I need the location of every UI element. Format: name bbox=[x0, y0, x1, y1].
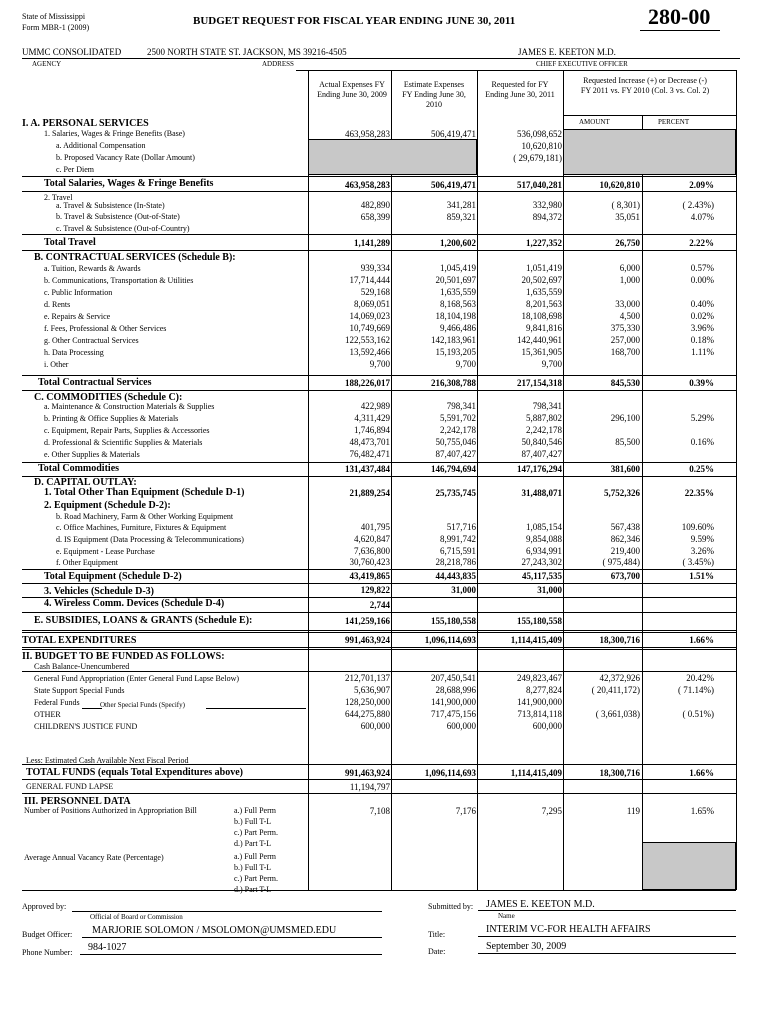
commodity-row-actual-2: 1,746,894 bbox=[354, 425, 390, 435]
contractual-row-actual-7: 13,592,466 bbox=[349, 347, 390, 357]
contractual-row-label-3: d. Rents bbox=[44, 300, 71, 309]
form-title: BUDGET REQUEST FOR FISCAL YEAR ENDING JUNE 30, 2011 bbox=[193, 15, 516, 27]
total-equipment-estimate: 44,443,835 bbox=[435, 571, 476, 581]
total-expenditures-percent: 1.66% bbox=[689, 635, 714, 645]
contractual-row-amount-7: 168,700 bbox=[610, 347, 640, 357]
equipment-row-actual-2: 4,620,847 bbox=[354, 534, 390, 544]
total-commodities-percent: 0.25% bbox=[689, 464, 714, 474]
total-commodities-amount: 381,600 bbox=[610, 464, 640, 474]
other-than-equipment-amount: 5,752,326 bbox=[604, 488, 640, 498]
total-travel-amount: 26,750 bbox=[615, 238, 640, 248]
equipment-row-requested-3: 6,934,991 bbox=[526, 546, 562, 556]
equipment-row-requested-1: 1,085,154 bbox=[526, 522, 562, 532]
travel-instate-actual: 482,890 bbox=[360, 200, 390, 210]
travel-outstate-estimate: 859,321 bbox=[446, 212, 476, 222]
equipment-row-amount-4: ( 975,484) bbox=[602, 557, 640, 567]
total-contractual-label: Total Contractual Services bbox=[38, 377, 152, 388]
vehicles-actual: 129,822 bbox=[360, 585, 390, 595]
vacancy-rate-requested: ( 29,679,181) bbox=[513, 153, 562, 163]
personal-heading: I. A. PERSONAL SERVICES bbox=[22, 118, 149, 129]
travel-outstate-amount: 35,051 bbox=[615, 212, 640, 222]
equipment-row-amount-3: 219,400 bbox=[610, 546, 640, 556]
travel-instate-estimate: 341,281 bbox=[446, 200, 476, 210]
equipment-row-percent-1: 109.60% bbox=[681, 522, 714, 532]
travel-outstate-actual: 658,399 bbox=[360, 212, 390, 222]
additional-comp-label: a. Additional Compensation bbox=[56, 141, 146, 150]
approved-by-label: Approved by: bbox=[22, 902, 67, 911]
funding-row-actual-2: 128,250,000 bbox=[345, 697, 390, 707]
wireless-actual: 2,744 bbox=[369, 600, 390, 610]
equipment-row-label-1: c. Office Machines, Furniture, Fixtures & Equipment bbox=[56, 523, 227, 532]
equipment-row-estimate-4: 28,218,786 bbox=[435, 557, 476, 567]
total-contractual-actual: 188,226,017 bbox=[345, 378, 390, 388]
total-salaries-percent: 2.09% bbox=[689, 180, 714, 190]
travel-instate-percent: ( 2.43%) bbox=[682, 200, 714, 210]
total-funds-label: TOTAL FUNDS (equals Total Expenditures above) bbox=[26, 767, 243, 778]
vacancy-rate-label: b. Proposed Vacancy Rate (Dollar Amount) bbox=[56, 153, 195, 162]
positions-percent: 1.65% bbox=[690, 806, 714, 816]
contractual-row-label-4: e. Repairs & Service bbox=[44, 312, 111, 321]
contractual-row-amount-3: 33,000 bbox=[615, 299, 640, 309]
funding-row-estimate-4: 600,000 bbox=[446, 721, 476, 731]
date-label: Date: bbox=[428, 947, 446, 956]
contractual-row-label-5: f. Fees, Professional & Other Services bbox=[44, 324, 167, 333]
total-commodities-label: Total Commodities bbox=[38, 463, 120, 474]
capital-heading: D. CAPITAL OUTLAY: bbox=[34, 477, 137, 488]
col-estimate-header: Estimate Expenses FY Ending June 30, 2010 bbox=[402, 80, 466, 109]
salaries-actual: 463,958,283 bbox=[345, 129, 390, 139]
funding-row-percent-0: 20.42% bbox=[686, 673, 714, 683]
funding-row-actual-1: 5,636,907 bbox=[354, 685, 390, 695]
funding-row-estimate-3: 717,475,156 bbox=[431, 709, 476, 719]
contractual-row-estimate-2: 1,635,559 bbox=[440, 287, 476, 297]
contractual-row-percent-6: 0.18% bbox=[690, 335, 714, 345]
equipment-row-actual-3: 7,636,800 bbox=[354, 546, 390, 556]
col-actual-header: Actual Expenses FY Ending June 30, 2009 bbox=[317, 80, 387, 99]
wireless-label: 4. Wireless Comm. Devices (Schedule D-4) bbox=[44, 598, 225, 609]
equipment-row-label-4: f. Other Equipment bbox=[56, 558, 118, 567]
commodity-row-requested-2: 2,242,178 bbox=[526, 425, 562, 435]
personnel-sub-0-0: a.) Full Perm bbox=[234, 806, 276, 815]
funding-row-percent-1: ( 71.14%) bbox=[678, 685, 714, 695]
contractual-row-amount-4: 4,500 bbox=[619, 311, 640, 321]
funding-heading: II. BUDGET TO BE FUNDED AS FOLLOWS: bbox=[22, 651, 225, 662]
contractual-row-amount-6: 257,000 bbox=[610, 335, 640, 345]
total-salaries-estimate: 506,419,471 bbox=[431, 180, 476, 190]
official-label: Official of Board or Commission bbox=[90, 913, 183, 921]
contractual-row-requested-8: 9,700 bbox=[541, 359, 562, 369]
budget-officer-label: Budget Officer: bbox=[22, 930, 73, 939]
equipment-row-label-0: b. Road Machinery, Farm & Other Working Equipment bbox=[56, 512, 234, 521]
commodity-row-requested-4: 87,407,427 bbox=[521, 449, 562, 459]
total-equipment-amount: 673,700 bbox=[610, 571, 640, 581]
contractual-row-label-1: b. Communications, Transportation & Utilities bbox=[44, 276, 194, 285]
other-special-funds-label: Other Special Funds (Specify) bbox=[100, 701, 185, 709]
ceo-label: CHIEF EXECUTIVE OFFICER bbox=[536, 60, 628, 68]
ceo-name: JAMES E. KEETON M.D. bbox=[518, 47, 616, 57]
total-contractual-estimate: 216,308,788 bbox=[431, 378, 476, 388]
funding-row-requested-3: 713,814,118 bbox=[517, 709, 562, 719]
vehicles-requested: 31,000 bbox=[537, 585, 562, 595]
total-contractual-requested: 217,154,318 bbox=[517, 378, 562, 388]
equipment-row-estimate-2: 8,991,742 bbox=[440, 534, 476, 544]
contractual-row-requested-3: 8,201,563 bbox=[526, 299, 562, 309]
shaded-cells-additional bbox=[308, 139, 477, 175]
total-salaries-requested: 517,040,281 bbox=[517, 180, 562, 190]
total-expenditures-label: TOTAL EXPENDITURES bbox=[22, 635, 137, 646]
contractual-row-percent-7: 1.11% bbox=[691, 347, 714, 357]
travel-outstate-label: b. Travel & Subsistence (Out-of-State) bbox=[56, 212, 180, 221]
equipment-row-percent-3: 3.26% bbox=[690, 546, 714, 556]
phone-value: 984-1027 bbox=[88, 942, 127, 953]
funding-row-actual-0: 212,701,137 bbox=[345, 673, 390, 683]
vacancy-average-label: Average Annual Vacancy Rate (Percentage) bbox=[24, 853, 164, 862]
contractual-row-amount-5: 375,330 bbox=[610, 323, 640, 333]
shaded-cells-vacancy bbox=[642, 842, 736, 890]
funding-row-amount-1: ( 20,411,172) bbox=[591, 685, 640, 695]
contractual-row-requested-2: 1,635,559 bbox=[526, 287, 562, 297]
total-funds-amount: 18,300,716 bbox=[599, 768, 640, 778]
contractual-row-actual-8: 9,700 bbox=[369, 359, 390, 369]
additional-comp-requested: 10,620,810 bbox=[521, 141, 562, 151]
col-requested-header: Requested for FY Ending June 30, 2011 bbox=[485, 80, 555, 99]
equipment-row-requested-2: 9,854,088 bbox=[526, 534, 562, 544]
col-change-header: Requested Increase (+) or Decrease (-) FY 2011 vs. FY 2010 (Col. 3 vs. Col. 2) bbox=[580, 76, 710, 95]
equipment-row-actual-4: 30,760,423 bbox=[349, 557, 390, 567]
commodity-row-requested-1: 5,887,802 bbox=[526, 413, 562, 423]
total-contractual-percent: 0.39% bbox=[689, 378, 714, 388]
personnel-sub-1-3: d.) Part T-L bbox=[234, 885, 272, 894]
funding-row-requested-4: 600,000 bbox=[532, 721, 562, 731]
salaries-label: 1. Salaries, Wages & Fringe Benefits (Base) bbox=[44, 129, 185, 138]
funding-row-estimate-1: 28,688,996 bbox=[435, 685, 476, 695]
commodity-row-actual-3: 48,473,701 bbox=[349, 437, 390, 447]
commodity-row-percent-3: 0.16% bbox=[690, 437, 714, 447]
funding-row-percent-3: ( 0.51%) bbox=[682, 709, 714, 719]
contractual-row-label-7: h. Data Processing bbox=[44, 348, 104, 357]
col-amount-header: AMOUNT bbox=[579, 118, 610, 126]
contractual-row-label-8: i. Other bbox=[44, 360, 69, 369]
contractual-row-label-0: a. Tuition, Rewards & Awards bbox=[44, 264, 141, 273]
funding-row-label-0: General Fund Appropriation (Enter General Fund Lapse Below) bbox=[34, 674, 240, 683]
positions-estimate: 7,176 bbox=[455, 806, 476, 816]
commodity-row-label-4: e. Other Supplies & Materials bbox=[44, 450, 140, 459]
funding-row-label-3: OTHER bbox=[34, 710, 61, 719]
personnel-sub-0-2: c.) Part Perm. bbox=[234, 828, 278, 837]
equipment-label: 2. Equipment (Schedule D-2): bbox=[44, 500, 171, 511]
budget-officer-value: MARJORIE SOLOMON / MSOLOMON@UMSMED.EDU bbox=[92, 925, 337, 936]
contractual-row-amount-1: 1,000 bbox=[619, 275, 640, 285]
other-than-equipment-requested: 31,488,071 bbox=[521, 488, 562, 498]
subsidies-estimate: 155,180,558 bbox=[431, 616, 476, 626]
travel-outstate-percent: 4.07% bbox=[690, 212, 714, 222]
contractual-heading: B. CONTRACTUAL SERVICES (Schedule B): bbox=[34, 252, 236, 263]
contractual-row-percent-1: 0.00% bbox=[690, 275, 714, 285]
positions-actual: 7,108 bbox=[369, 806, 390, 816]
submitted-by-value: JAMES E. KEETON M.D. bbox=[486, 899, 595, 910]
positions-amount: 119 bbox=[626, 806, 640, 816]
personnel-sub-0-3: d.) Part T-L bbox=[234, 839, 272, 848]
contractual-row-actual-3: 8,069,051 bbox=[354, 299, 390, 309]
less-estimated-cash-label: Less: Estimated Cash Available Next Fiscal Period bbox=[26, 756, 189, 765]
equipment-row-label-2: d. IS Equipment (Data Processing & Telecommunications) bbox=[56, 535, 244, 544]
contractual-row-percent-5: 3.96% bbox=[690, 323, 714, 333]
commodity-row-estimate-4: 87,407,427 bbox=[435, 449, 476, 459]
contractual-row-requested-5: 9,841,816 bbox=[526, 323, 562, 333]
total-expenditures-amount: 18,300,716 bbox=[599, 635, 640, 645]
commodities-heading: C. COMMODITIES (Schedule C): bbox=[34, 392, 183, 403]
funding-row-amount-0: 42,372,926 bbox=[599, 673, 640, 683]
form-id: Form MBR-1 (2009) bbox=[22, 23, 90, 32]
total-travel-actual: 1,141,289 bbox=[354, 238, 390, 248]
per-diem-label: c. Per Diem bbox=[56, 165, 94, 174]
agency-address: 2500 NORTH STATE ST. JACKSON, MS 39216-4505 bbox=[147, 47, 347, 57]
commodity-row-amount-3: 85,500 bbox=[615, 437, 640, 447]
contractual-row-label-6: g. Other Contractual Services bbox=[44, 336, 139, 345]
commodity-row-amount-1: 296,100 bbox=[610, 413, 640, 423]
travel-instate-amount: ( 8,301) bbox=[611, 200, 640, 210]
commodity-row-label-3: d. Professional & Scientific Supplies & Materials bbox=[44, 438, 203, 447]
contractual-row-estimate-4: 18,104,198 bbox=[435, 311, 476, 321]
travel-instate-requested: 332,980 bbox=[532, 200, 562, 210]
personnel-sub-1-0: a.) Full Perm bbox=[234, 852, 276, 861]
other-than-equipment-label: 1. Total Other Than Equipment (Schedule D-1) bbox=[44, 487, 245, 498]
total-expenditures-estimate: 1,096,114,693 bbox=[424, 635, 476, 645]
contractual-row-estimate-7: 15,193,205 bbox=[435, 347, 476, 357]
funding-row-label-2: Federal Funds bbox=[34, 698, 80, 707]
contractual-row-actual-5: 10,749,669 bbox=[349, 323, 390, 333]
personnel-sub-0-1: b.) Full T-L bbox=[234, 817, 272, 826]
subsidies-requested: 155,180,558 bbox=[517, 616, 562, 626]
cash-balance-label: Cash Balance-Unencumbered bbox=[34, 662, 130, 671]
funding-row-estimate-2: 141,900,000 bbox=[431, 697, 476, 707]
contractual-row-estimate-3: 8,168,563 bbox=[440, 299, 476, 309]
funding-row-actual-3: 644,275,880 bbox=[345, 709, 390, 719]
total-commodities-actual: 131,437,484 bbox=[345, 464, 390, 474]
commodity-row-actual-4: 76,482,471 bbox=[349, 449, 390, 459]
equipment-row-estimate-1: 517,716 bbox=[446, 522, 476, 532]
total-expenditures-actual: 991,463,924 bbox=[345, 635, 390, 645]
total-equipment-label: Total Equipment (Schedule D-2) bbox=[44, 571, 182, 582]
commodity-row-label-1: b. Printing & Office Supplies & Materials bbox=[44, 414, 179, 423]
funding-row-label-1: State Support Special Funds bbox=[34, 686, 125, 695]
total-salaries-amount: 10,620,810 bbox=[599, 180, 640, 190]
contractual-row-label-2: c. Public Information bbox=[44, 288, 113, 297]
commodity-row-estimate-3: 50,755,046 bbox=[435, 437, 476, 447]
total-expenditures-requested: 1,114,415,409 bbox=[510, 635, 562, 645]
total-salaries-label: Total Salaries, Wages & Fringe Benefits bbox=[44, 178, 214, 189]
state-name: State of Mississippi bbox=[22, 12, 86, 21]
travel-outstate-requested: 894,372 bbox=[532, 212, 562, 222]
subsidies-label: E. SUBSIDIES, LOANS & GRANTS (Schedule E): bbox=[34, 615, 253, 626]
total-funds-actual: 991,463,924 bbox=[345, 768, 390, 778]
name-label: Name bbox=[498, 912, 515, 920]
other-than-equipment-percent: 22.35% bbox=[684, 488, 714, 498]
funding-row-label-4: CHILDREN'S JUSTICE FUND bbox=[34, 722, 138, 731]
travel-label: 2. Travel bbox=[44, 193, 73, 202]
salaries-requested: 536,098,652 bbox=[517, 129, 562, 139]
contractual-row-actual-6: 122,553,162 bbox=[345, 335, 390, 345]
total-funds-estimate: 1,096,114,693 bbox=[424, 768, 476, 778]
general-fund-lapse-actual: 11,194,797 bbox=[349, 782, 390, 792]
contractual-row-requested-6: 142,440,961 bbox=[517, 335, 562, 345]
submitted-by-label: Submitted by: bbox=[428, 902, 474, 911]
contractual-row-actual-1: 17,714,444 bbox=[349, 275, 390, 285]
total-commodities-requested: 147,176,294 bbox=[517, 464, 562, 474]
commodity-row-actual-0: 422,989 bbox=[360, 401, 390, 411]
contractual-row-requested-4: 18,108,698 bbox=[521, 311, 562, 321]
commodity-row-label-2: c. Equipment, Repair Parts, Supplies & Accessories bbox=[44, 426, 210, 435]
contractual-row-amount-0: 6,000 bbox=[619, 263, 640, 273]
date-value: September 30, 2009 bbox=[486, 941, 567, 952]
personnel-heading: III. PERSONNEL DATA bbox=[24, 796, 131, 807]
shaded-cells-change bbox=[563, 129, 736, 175]
contractual-row-actual-0: 939,334 bbox=[360, 263, 390, 273]
travel-outcountry-label: c. Travel & Subsistence (Out-of-Country) bbox=[56, 224, 190, 233]
personnel-sub-1-1: b.) Full T-L bbox=[234, 863, 272, 872]
commodity-row-actual-1: 4,311,429 bbox=[354, 413, 390, 423]
agency-name: UMMC CONSOLIDATED bbox=[22, 47, 122, 57]
contractual-row-requested-7: 15,361,905 bbox=[521, 347, 562, 357]
phone-label: Phone Number: bbox=[22, 948, 73, 957]
total-salaries-actual: 463,958,283 bbox=[345, 180, 390, 190]
title-label: Title: bbox=[428, 930, 446, 939]
contractual-row-estimate-1: 20,501,697 bbox=[435, 275, 476, 285]
col-percent-header: PERCENT bbox=[658, 118, 690, 126]
contractual-row-requested-0: 1,051,419 bbox=[526, 263, 562, 273]
total-travel-percent: 2.22% bbox=[689, 238, 714, 248]
salaries-estimate: 506,419,471 bbox=[431, 129, 476, 139]
subsidies-actual: 141,259,166 bbox=[345, 616, 390, 626]
contractual-row-actual-2: 529,168 bbox=[360, 287, 390, 297]
funding-row-estimate-0: 207,450,541 bbox=[431, 673, 476, 683]
contractual-row-requested-1: 20,502,697 bbox=[521, 275, 562, 285]
total-funds-requested: 1,114,415,409 bbox=[510, 768, 562, 778]
equipment-row-estimate-3: 6,715,591 bbox=[440, 546, 476, 556]
funding-row-requested-2: 141,900,000 bbox=[517, 697, 562, 707]
vehicles-label: 3. Vehicles (Schedule D-3) bbox=[44, 586, 154, 597]
equipment-row-label-3: e. Equipment - Lease Purchase bbox=[56, 547, 155, 556]
general-fund-lapse-label: GENERAL FUND LAPSE bbox=[26, 782, 114, 791]
equipment-row-percent-2: 9.59% bbox=[690, 534, 714, 544]
contractual-row-percent-0: 0.57% bbox=[690, 263, 714, 273]
contractual-row-actual-4: 14,069,023 bbox=[349, 311, 390, 321]
total-equipment-percent: 1.51% bbox=[689, 571, 714, 581]
total-equipment-requested: 45,117,535 bbox=[521, 571, 562, 581]
equipment-row-amount-1: 567,438 bbox=[610, 522, 640, 532]
equipment-row-amount-2: 862,346 bbox=[610, 534, 640, 544]
travel-instate-label: a. Travel & Subsistence (In-State) bbox=[56, 201, 165, 210]
funding-row-requested-1: 8,277,824 bbox=[526, 685, 562, 695]
total-travel-estimate: 1,200,602 bbox=[440, 238, 476, 248]
commodity-row-percent-1: 5.29% bbox=[690, 413, 714, 423]
positions-requested: 7,295 bbox=[541, 806, 562, 816]
commodity-row-requested-0: 798,341 bbox=[532, 401, 562, 411]
positions-label: Number of Positions Authorized in Appropriation Bill bbox=[24, 806, 197, 815]
total-travel-requested: 1,227,352 bbox=[526, 238, 562, 248]
contractual-row-estimate-6: 142,183,961 bbox=[431, 335, 476, 345]
commodity-row-estimate-0: 798,341 bbox=[446, 401, 476, 411]
funding-row-requested-0: 249,823,467 bbox=[517, 673, 562, 683]
equipment-row-actual-1: 401,795 bbox=[360, 522, 390, 532]
agency-label: AGENCY bbox=[32, 60, 62, 68]
commodity-row-estimate-2: 2,242,178 bbox=[440, 425, 476, 435]
commodity-row-estimate-1: 5,591,702 bbox=[440, 413, 476, 423]
funding-row-actual-4: 600,000 bbox=[360, 721, 390, 731]
vehicles-estimate: 31,000 bbox=[451, 585, 476, 595]
contractual-row-estimate-8: 9,700 bbox=[455, 359, 476, 369]
total-commodities-estimate: 146,794,694 bbox=[431, 464, 476, 474]
contractual-row-percent-4: 0.02% bbox=[690, 311, 714, 321]
contractual-row-percent-3: 0.40% bbox=[690, 299, 714, 309]
total-funds-percent: 1.66% bbox=[689, 768, 714, 778]
title-value: INTERIM VC-FOR HEALTH AFFAIRS bbox=[486, 924, 651, 935]
personnel-sub-1-2: c.) Part Perm. bbox=[234, 874, 278, 883]
contractual-row-estimate-5: 9,466,486 bbox=[440, 323, 476, 333]
funding-row-amount-3: ( 3,661,038) bbox=[595, 709, 640, 719]
equipment-row-percent-4: ( 3.45%) bbox=[682, 557, 714, 567]
total-contractual-amount: 845,530 bbox=[610, 378, 640, 388]
other-than-equipment-estimate: 25,735,745 bbox=[435, 488, 476, 498]
equipment-row-requested-4: 27,243,302 bbox=[521, 557, 562, 567]
commodity-row-label-0: a. Maintenance & Construction Materials & Supplies bbox=[44, 402, 215, 411]
total-equipment-actual: 43,419,865 bbox=[349, 571, 390, 581]
form-number: 280-00 bbox=[648, 4, 711, 29]
total-travel-label: Total Travel bbox=[44, 237, 96, 248]
other-than-equipment-actual: 21,889,254 bbox=[349, 488, 390, 498]
commodity-row-requested-3: 50,840,546 bbox=[521, 437, 562, 447]
address-label: ADDRESS bbox=[262, 60, 294, 68]
contractual-row-estimate-0: 1,045,419 bbox=[440, 263, 476, 273]
